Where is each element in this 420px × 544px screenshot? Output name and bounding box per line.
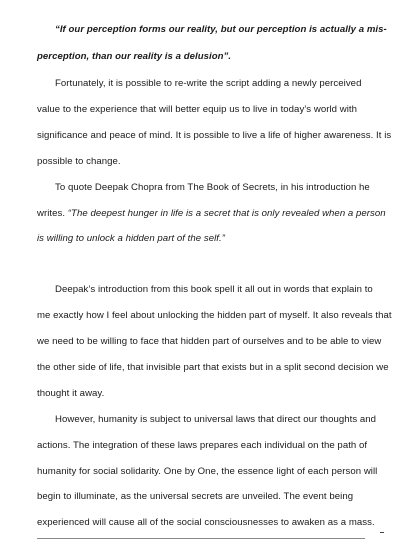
paragraph-1-line-3: significance and peace of mind. It is possible to live a life of higher awareness. It is bbox=[37, 130, 392, 141]
paragraph-3-line-3: we need to be willing to face that hidden part of ourselves and to be able to view bbox=[37, 336, 382, 347]
paragraph-4-line-1: However, humanity is subject to universal laws that direct our thoughts and bbox=[55, 414, 377, 425]
opening-quote-line-2: perception, than our reality is a delusion”. bbox=[37, 51, 232, 62]
paragraph-4-line-2: actions. The integration of these laws prepares each individual on the path of bbox=[37, 440, 368, 451]
footer-divider bbox=[37, 538, 365, 539]
paragraph-3-line-4: the other side of life, that invisible part that exists but in a split second decision we bbox=[37, 362, 389, 373]
paragraph-1-line-2: value to the experience that will better equip us to live in today’s world with bbox=[37, 104, 358, 115]
paragraph-2-line-2 bbox=[37, 208, 386, 220]
chopra-quote-start: “The deepest hunger in life is a secret that is only revealed when a person bbox=[67, 208, 386, 219]
paragraph-1-line-1: Fortunately, it is possible to re-write the script adding a newly perceived bbox=[55, 78, 362, 89]
paragraph-3-line-5: thought it away. bbox=[37, 388, 105, 399]
paragraph-1-line-4: possible to change. bbox=[37, 156, 121, 167]
opening-quote-line-1: “If our perception forms our reality, but our perception is actually a mis- bbox=[55, 24, 387, 35]
paragraph-3-line-2: me exactly how I feel about unlocking the hidden part of myself. It also reveals that bbox=[37, 310, 392, 321]
chopra-quote-end: is willing to unlock a hidden part of the self.” bbox=[37, 233, 225, 244]
page-number-marker bbox=[380, 532, 384, 533]
paragraph-2-lead-text: writes. bbox=[37, 208, 68, 219]
paragraph-3-line-1: Deepak’s introduction from this book spell it all out in words that explain to bbox=[55, 284, 373, 295]
paragraph-4-line-3: humanity for social solidarity. One by One, the essence light of each person will bbox=[37, 466, 378, 477]
paragraph-4-line-5: experienced will cause all of the social consciousnesses to awaken as a mass. bbox=[37, 517, 375, 528]
paragraph-4-line-4: begin to illuminate, as the universal secrets are unveiled. The event being bbox=[37, 491, 354, 502]
paragraph-2-line-1: To quote Deepak Chopra from The Book of Secrets, in his introduction he bbox=[55, 182, 370, 193]
